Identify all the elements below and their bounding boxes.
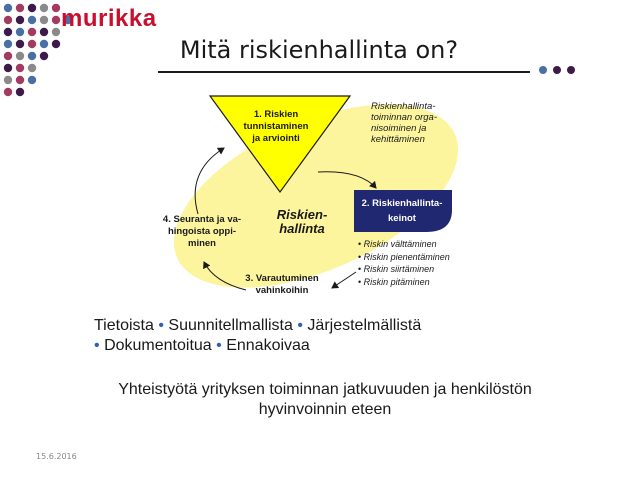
property-item: Dokumentoitua	[104, 337, 212, 354]
property-item: Tietoista	[94, 317, 154, 334]
property-item: Suunnitellmallista	[168, 317, 293, 334]
risk-tools-list	[358, 238, 450, 288]
arrow-step2-to-step3	[332, 272, 356, 288]
bullet-separator: •	[216, 337, 222, 354]
slide-title: Mitä riskienhallinta on?	[179, 36, 459, 64]
properties-line-1	[94, 316, 421, 336]
property-item: Järjestelmällistä	[307, 317, 422, 334]
step2-label: 2. Riskienhallinta- keinot	[361, 198, 443, 224]
list-item: • Riskin pienentäminen	[358, 251, 450, 264]
slide-date: 15.6.2016	[36, 452, 77, 461]
organisation-note: Riskienhallinta- toiminnan orga- nisoiminen ja kehittäminen	[371, 101, 438, 145]
bullet-separator: •	[158, 317, 164, 334]
step3-label: 3. Varautuminen vahinkoihin	[245, 273, 319, 296]
step4-label: 4. Seuranta ja va- hingoista oppi- minen	[162, 214, 242, 249]
list-item: • Riskin välttäminen	[358, 238, 450, 251]
step1-label: 1. Riskien tunnistaminen ja arviointi	[243, 109, 309, 144]
center-label: Riskien- hallinta	[276, 207, 328, 236]
property-item: Ennakoivaa	[226, 337, 310, 354]
properties-line-2	[94, 336, 310, 356]
bullet-separator: •	[94, 337, 100, 354]
murikka-logo: murikka	[61, 5, 157, 32]
bullet-separator: •	[297, 317, 303, 334]
list-item: • Riskin pitäminen	[358, 276, 450, 289]
list-item: • Riskin siirtäminen	[358, 263, 450, 276]
cooperation-statement: Yhteistyötä yrityksen toiminnan jatkuvuuden ja henkilöstön hyvinvoinnin eteen	[118, 381, 532, 418]
